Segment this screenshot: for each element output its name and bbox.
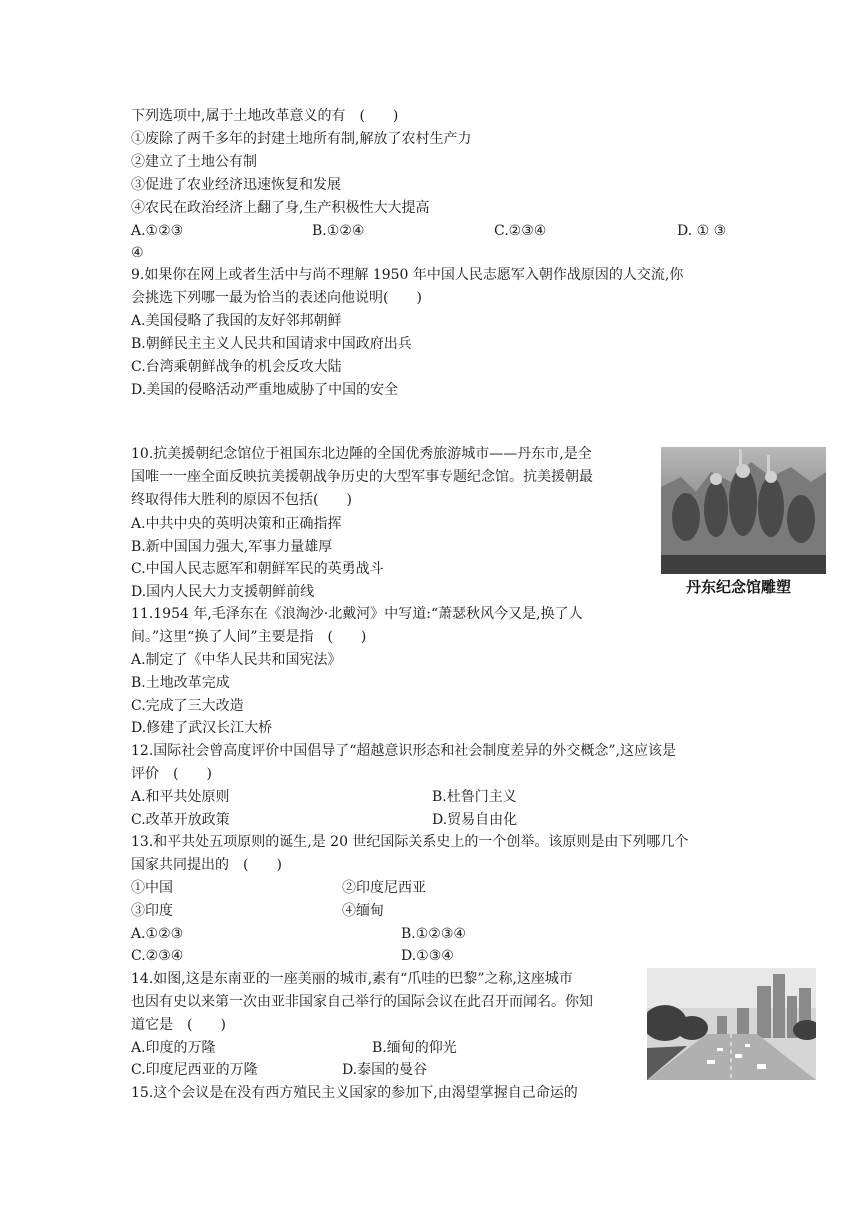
q12-stem-1: 12.国际社会曾高度评价中国倡导了“超越意识形态和社会制度差异的外交概念”,这应该是 bbox=[131, 743, 677, 759]
q9-option-c: C.台湾乘朝鲜战争的机会反攻大陆 bbox=[131, 359, 342, 375]
q13-option-c: C.②③④ bbox=[131, 948, 184, 964]
q14-option-d: D.泰国的曼谷 bbox=[342, 1062, 428, 1078]
q12-stem-2: 评价 ( ) bbox=[131, 766, 212, 782]
q8-stem: 下列选项中,属于土地改革意义的有 ( ) bbox=[131, 108, 399, 124]
q8-item-4: ④农民在政治经济上翻了身,生产积极性大大提高 bbox=[131, 200, 430, 216]
q12-option-a: A.和平共处原则 bbox=[131, 789, 230, 805]
q14-stem-2: 也因有史以来第一次由亚非国家自己举行的国际会议在此召开而闻名。你知 bbox=[131, 994, 593, 1010]
q14-option-c: C.印度尼西亚的万隆 bbox=[131, 1062, 258, 1078]
q14-option-a: A.印度的万隆 bbox=[131, 1040, 216, 1056]
q10-option-a: A.中共中央的英明决策和正确指挥 bbox=[131, 516, 342, 532]
sculpture-photo bbox=[661, 447, 826, 574]
q10-stem-1: 10.抗美援朝纪念馆位于祖国东北边陲的全国优秀旅游城市——丹东市,是全 bbox=[131, 446, 592, 462]
q10-option-d: D.国内人民大力支援朝鲜前线 bbox=[131, 584, 315, 600]
q14-stem-1: 14.如图,这是东南亚的一座美丽的城市,素有“爪哇的巴黎”之称,这座城市 bbox=[131, 971, 573, 987]
q10-stem-3: 终取得伟大胜利的原因不包括( ) bbox=[131, 492, 352, 508]
q12-option-c: C.改革开放政策 bbox=[131, 812, 230, 828]
q13-option-d: D.①③④ bbox=[401, 948, 454, 964]
q9-option-b: B.朝鲜民主主义人民共和国请求中国政府出兵 bbox=[131, 336, 412, 352]
q13-item-3: ③印度 bbox=[131, 903, 173, 919]
q10-option-b: B.新中国国力强大,军事力量雄厚 bbox=[131, 539, 333, 555]
q10-stem-2: 国唯一一座全面反映抗美援朝战争历史的大型军事专题纪念馆。抗美援朝最 bbox=[131, 469, 593, 485]
q11-stem-1: 11.1954 年,毛泽东在《浪淘沙·北戴河》中写道:“萧瑟秋风今又是,换了人 bbox=[131, 606, 583, 622]
q11-stem-2: 间。”这里“换了人间”主要是指 ( ) bbox=[131, 629, 367, 645]
q12-option-d: D.贸易自由化 bbox=[432, 812, 518, 828]
q9-option-d: D.美国的侵略活动严重地威胁了中国的安全 bbox=[131, 382, 399, 398]
q8-item-1: ①废除了两千多年的封建土地所有制,解放了农村生产力 bbox=[131, 131, 472, 147]
city-photo bbox=[647, 968, 816, 1080]
sculpture-caption: 丹东纪念馆雕塑 bbox=[686, 578, 792, 596]
q10-option-c: C.中国人民志愿军和朝鲜军民的英勇战斗 bbox=[131, 561, 384, 577]
q14-stem-3: 道它是 ( ) bbox=[131, 1017, 226, 1033]
q13-item-1: ①中国 bbox=[131, 880, 173, 896]
q13-option-a: A.①②③ bbox=[131, 926, 184, 942]
q9-stem-1: 9.如果你在网上或者生活中与尚不理解 1950 年中国人民志愿军入朝作战原因的人交流,你 bbox=[131, 267, 684, 283]
q13-item-2: ②印度尼西亚 bbox=[342, 880, 426, 896]
q13-stem-2: 国家共同提出的 ( ) bbox=[131, 857, 282, 873]
q11-option-a: A.制定了《中华人民共和国宪法》 bbox=[131, 652, 342, 668]
q13-item-4: ④缅甸 bbox=[342, 903, 384, 919]
q15-stem-1: 15.这个会议是在没有西方殖民主义国家的参加下,由渴望掌握自己命运的 bbox=[131, 1085, 578, 1101]
q8-option-c: C.②③④ bbox=[494, 223, 547, 239]
q11-option-b: B.土地改革完成 bbox=[131, 675, 230, 691]
q9-option-a: A.美国侵略了我国的友好邻邦朝鲜 bbox=[131, 313, 342, 329]
q14-option-b: B.缅甸的仰光 bbox=[372, 1040, 457, 1056]
q8-option-a: A.①②③ bbox=[131, 223, 184, 239]
q9-stem-2: 会挑选下列哪一最为恰当的表述向他说明( ) bbox=[131, 290, 422, 306]
q11-option-c: C.完成了三大改造 bbox=[131, 698, 244, 714]
q13-option-b: B.①②③④ bbox=[401, 926, 466, 942]
q8-option-b: B.①②④ bbox=[312, 223, 365, 239]
q8-option-d: D. ① ③ bbox=[677, 223, 727, 239]
q8-option-d-wrap: ④ bbox=[131, 245, 144, 261]
q11-option-d: D.修建了武汉长江大桥 bbox=[131, 720, 273, 736]
q12-option-b: B.杜鲁门主义 bbox=[432, 789, 517, 805]
q8-item-2: ②建立了土地公有制 bbox=[131, 154, 257, 170]
q8-item-3: ③促进了农业经济迅速恢复和发展 bbox=[131, 177, 341, 193]
q13-stem-1: 13.和平共处五项原则的诞生,是 20 世纪国际关系史上的一个创举。该原则是由下列哪几个 bbox=[131, 834, 689, 850]
